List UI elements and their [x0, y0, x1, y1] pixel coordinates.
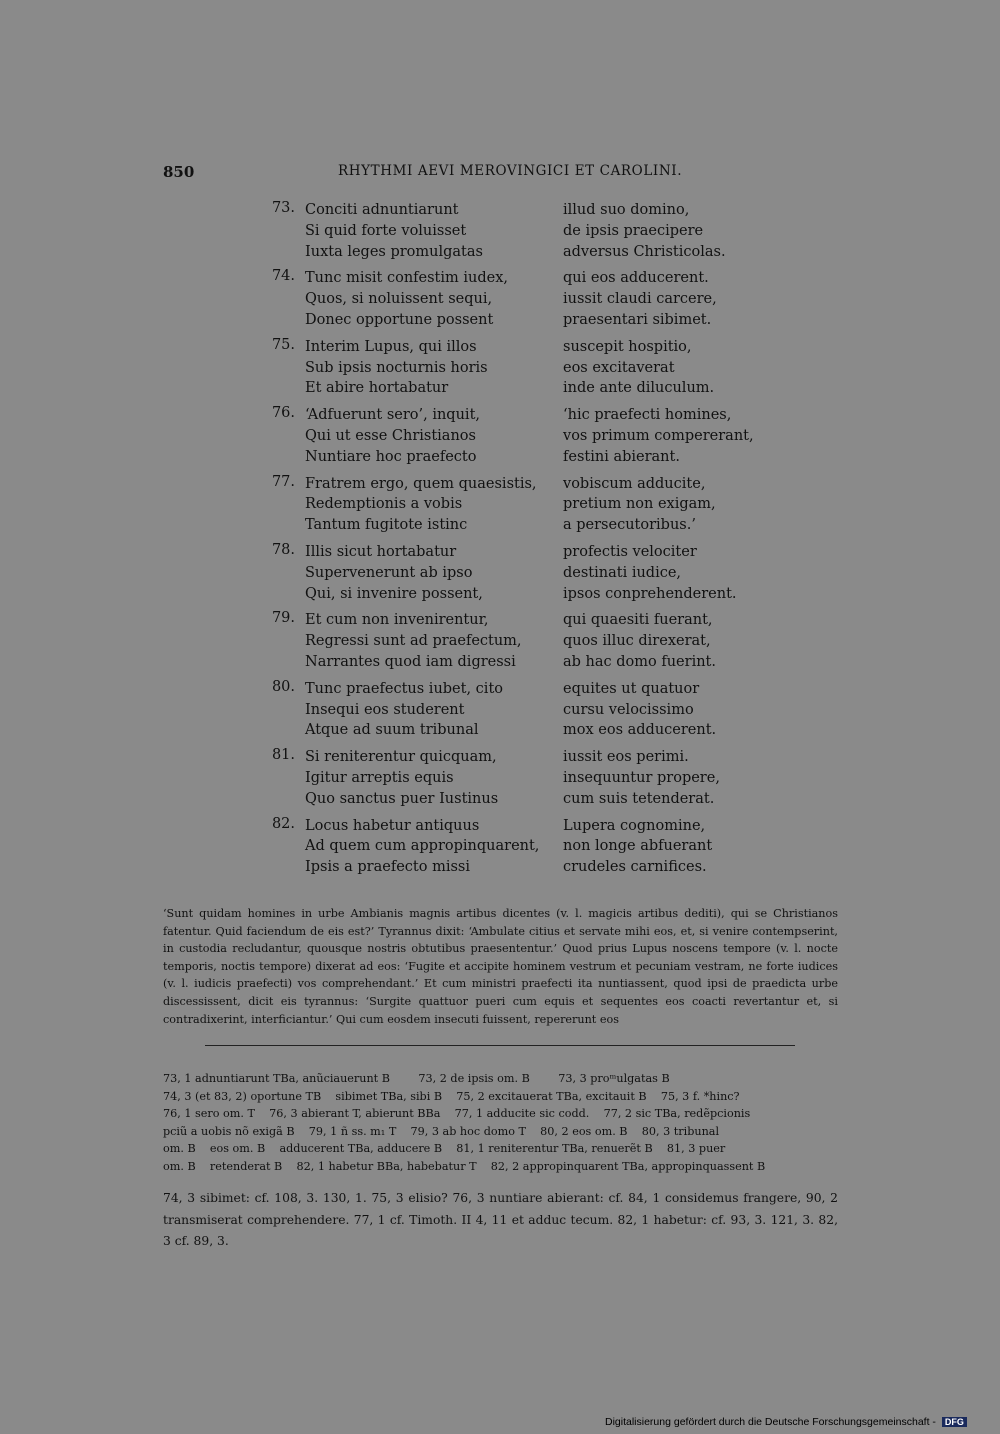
verse-second-half: cursu velocissimo	[563, 701, 694, 718]
apparatus-text: 73, 1 adnuntiarunt TBa, anũciauerunt B 73, 2 de ipsis om. B 73, 3 proᵐulgatas B	[163, 1072, 670, 1085]
stanza-number: 74.	[271, 268, 295, 285]
apparatus-text: 76, 1 sero om. T 76, 3 abierant T, abierunt BBa 77, 1 adducite sic codd. 77, 2 sic TBa, redẽpcionis	[163, 1107, 751, 1121]
stanza-number: 79.	[271, 610, 295, 627]
verse-second-half: illud suo domino,	[563, 202, 690, 218]
verse-second-half: inde ante diluculum.	[563, 380, 715, 397]
verse-line	[265, 700, 785, 721]
stanza	[265, 610, 785, 672]
commentary-notes: 74, 3 sibimet: cf. 108, 3. 130, 1. 75, 3 elisio? 76, 3 nuntiare abierant: cf. 84, 1 considemus frangere, 90, 2 transmiserat comprehendere. 77, 1 cf. Timoth. II 4, 11 et adduc tecum. 82, 1 habetur: cf. 93, 3. 121, 3. 82, 3 cf. 89, 3.	[163, 1191, 838, 1248]
verse-line	[265, 310, 785, 331]
verse-first-half: Quos, si noluissent sequi,	[305, 291, 493, 308]
verse-line	[265, 200, 785, 221]
verse-line	[265, 679, 785, 700]
verse-first-half: Nuntiare hoc praefecto	[305, 448, 477, 465]
digitization-footer	[605, 1416, 967, 1428]
verse-second-half: crudeles carnifices.	[563, 859, 707, 876]
verse-first-half: Supervenerunt ab ipso	[305, 564, 473, 581]
verse-line	[265, 747, 785, 768]
verse-second-half: qui eos adducerent.	[563, 270, 709, 287]
verse-second-half: suscepit hospitio,	[563, 338, 692, 355]
verse-first-half: Ipsis a praefecto missi	[305, 859, 470, 876]
verse-line	[265, 405, 785, 426]
apparatus-line	[163, 1088, 838, 1106]
stanza-number: 81.	[271, 747, 295, 764]
verse-line	[265, 610, 785, 631]
verse-line	[265, 426, 785, 447]
verse-first-half: Tantum fugitote istinc	[305, 517, 468, 534]
verse-stanzas	[265, 200, 785, 884]
verse-second-half: cum suis tetenderat.	[563, 790, 715, 807]
verse-first-half: Qui, si invenire possent,	[305, 585, 483, 602]
verse-line	[265, 221, 785, 242]
stanza	[265, 474, 785, 536]
apparatus-line	[163, 1123, 838, 1141]
verse-first-half: Locus habetur antiquus	[305, 817, 480, 834]
prose-source-text: ‘Sunt quidam homines in urbe Ambianis magnis artibus dicentes (v. l. magicis artibus dediti), qui se Christianos fatentur. Quid faciendum de eis est?’ Tyrannus dixit: ‘Ambulate citius et servate mihi eos, et, si venire contempserint, in custodia recludantur, quousque nostris obtutibus praesententur.’ Quod prius Lupus noscens tempore (v. l. nocte temporis, noctis tempore) dixerat ad eos: ‘Fugite et accipite hominem vestrum et pecuniam vestram, ne forte iudices (v. l. iudicis praefecti) vos comprehendant.’ Et cum ministri praefecti ita nuntiassent, quod ipsi de praedicta urbe discessissent, dicit eis tyrannus: ‘Surgite quattuor pueri cum equis et sequentes eos coacti revertantur et, si contradixerint, interficiantur.’ Qui cum eosdem insecuti fuissent, repererunt eos	[163, 907, 838, 1026]
verse-second-half: eos excitaverat	[563, 359, 675, 376]
verse-first-half: Tunc misit confestim iudex,	[305, 270, 509, 287]
verse-second-half: pretium non exigam,	[563, 496, 716, 513]
verse-second-half: qui quaesiti fuerant,	[563, 612, 713, 629]
stanza-number: 76.	[271, 405, 295, 422]
verse-first-half: Sub ipsis nocturnis horis	[305, 359, 488, 376]
apparatus-line	[163, 1070, 838, 1088]
verse-second-half: ipsos conprehenderent.	[563, 585, 737, 602]
verse-first-half: Si reniterentur quicquam,	[305, 749, 497, 766]
verse-second-half: iussit eos perimi.	[563, 749, 689, 766]
stanza-number: 78.	[271, 541, 295, 558]
verse-line	[265, 542, 785, 563]
verse-first-half: Si quid forte voluisset	[305, 222, 467, 239]
stanza	[265, 337, 785, 399]
verse-line	[265, 652, 785, 673]
verse-line	[265, 720, 785, 741]
stanza	[265, 816, 785, 878]
stanza	[265, 200, 785, 262]
stanza	[265, 679, 785, 741]
verse-first-half: Qui ut esse Christianos	[305, 427, 476, 444]
footer-text: Digitalisierung gefördert durch die Deutsche Forschungsgemeinschaft -	[605, 1416, 936, 1428]
page-header	[163, 163, 843, 185]
verse-first-half: Et abire hortabatur	[305, 380, 449, 397]
verse-first-half: Igitur arreptis equis	[305, 769, 454, 786]
verse-second-half: non longe abfuerant	[563, 838, 713, 855]
verse-line	[265, 242, 785, 263]
running-title: RHYTHMI AEVI MEROVINGICI ET CAROLINI.	[338, 163, 683, 179]
footnote-divider	[205, 1045, 795, 1046]
critical-apparatus	[163, 1070, 838, 1176]
verse-line	[265, 289, 785, 310]
apparatus-line	[163, 1105, 838, 1123]
verse-line	[265, 268, 785, 289]
verse-line	[265, 584, 785, 605]
verse-second-half: praesentari sibimet.	[563, 311, 712, 328]
verse-line	[265, 378, 785, 399]
verse-second-half: ab hac domo fuerint.	[563, 653, 716, 670]
verse-second-half: quos illuc direxerat,	[563, 633, 711, 650]
verse-first-half: Redemptionis a vobis	[305, 496, 463, 513]
apparatus-text: 74, 3 (et 83, 2) oportune TB sibimet TBa, sibi B 75, 2 excitauerat TBa, excitauit B 75, 3 f. *hinc?	[163, 1089, 740, 1103]
verse-first-half: Regressi sunt ad praefectum,	[305, 633, 522, 650]
verse-first-half: Iuxta leges promulgatas	[305, 243, 483, 260]
apparatus-line	[163, 1158, 838, 1176]
page-number: 850	[163, 163, 195, 181]
stanza	[265, 268, 785, 330]
verse-line	[265, 836, 785, 857]
stanza-number: 80.	[271, 678, 295, 695]
verse-line	[265, 447, 785, 468]
verse-first-half: Donec opportune possent	[305, 311, 494, 328]
verse-second-half: de ipsis praecipere	[563, 222, 704, 239]
verse-first-half: ‘Adfuerunt sero’, inquit,	[305, 407, 481, 424]
verse-line	[265, 816, 785, 837]
verse-second-half: vobiscum adducite,	[563, 475, 706, 492]
verse-line	[265, 337, 785, 358]
verse-first-half: Illis sicut hortabatur	[305, 543, 457, 560]
verse-line	[265, 474, 785, 495]
apparatus-text: om. B retenderat B 82, 1 habetur BBa, habebatur T 82, 2 appropinquarent TBa, appropinquassent B	[163, 1159, 766, 1173]
verse-first-half: Quo sanctus puer Iustinus	[305, 790, 499, 807]
verse-first-half: Narrantes quod iam digressi	[305, 653, 516, 670]
verse-first-half: Conciti adnuntiarunt	[305, 202, 459, 218]
verse-first-half: Insequi eos studerent	[305, 701, 465, 718]
verse-second-half: equites ut quatuor	[563, 680, 700, 697]
verse-line	[265, 563, 785, 584]
dfg-logo: DFG	[942, 1417, 967, 1427]
stanza	[265, 542, 785, 604]
verse-second-half: destinati iudice,	[563, 564, 682, 581]
verse-first-half: Tunc praefectus iubet, cito	[305, 680, 504, 697]
verse-line	[265, 857, 785, 878]
verse-line	[265, 358, 785, 379]
verse-second-half: Lupera cognomine,	[563, 817, 706, 834]
apparatus-text: om. B eos om. B adducerent TBa, adducere B 81, 1 reniterentur TBa, renuerẽt B 81, 3 puer	[163, 1142, 726, 1156]
verse-second-half: mox eos adducerent.	[563, 722, 717, 739]
stanza	[265, 405, 785, 467]
verse-second-half: a persecutoribus.’	[563, 517, 696, 534]
stanza	[265, 747, 785, 809]
stanza-number: 75.	[271, 336, 295, 353]
stanza-number: 77.	[271, 473, 295, 490]
verse-second-half: insequuntur propere,	[563, 769, 720, 786]
verse-first-half: Fratrem ergo, quem quaesistis,	[305, 475, 537, 492]
stanza-number: 82.	[271, 815, 295, 832]
verse-line	[265, 494, 785, 515]
verse-line	[265, 515, 785, 536]
verse-line	[265, 631, 785, 652]
apparatus-line	[163, 1140, 838, 1158]
verse-second-half: festini abierant.	[563, 448, 680, 465]
verse-second-half: profectis velociter	[563, 543, 697, 560]
verse-second-half: adversus Christicolas.	[563, 243, 726, 260]
stanza-number: 73.	[271, 200, 295, 216]
verse-first-half: Atque ad suum tribunal	[305, 722, 479, 739]
verse-second-half: iussit claudi carcere,	[563, 291, 717, 308]
verse-line	[265, 768, 785, 789]
verse-second-half: vos primum compererant,	[563, 427, 754, 444]
verse-line	[265, 789, 785, 810]
verse-first-half: Interim Lupus, qui illos	[305, 338, 477, 355]
verse-first-half: Et cum non invenirentur,	[305, 612, 489, 629]
verse-first-half: Ad quem cum appropinquarent,	[305, 838, 540, 855]
apparatus-text: pciũ a uobis nõ exigã B 79, 1 ñ ss. m₁ T 79, 3 ab hoc domo T 80, 2 eos om. B 80, 3 tribunal	[163, 1124, 720, 1138]
verse-second-half: ‘hic praefecti homines,	[563, 407, 732, 424]
